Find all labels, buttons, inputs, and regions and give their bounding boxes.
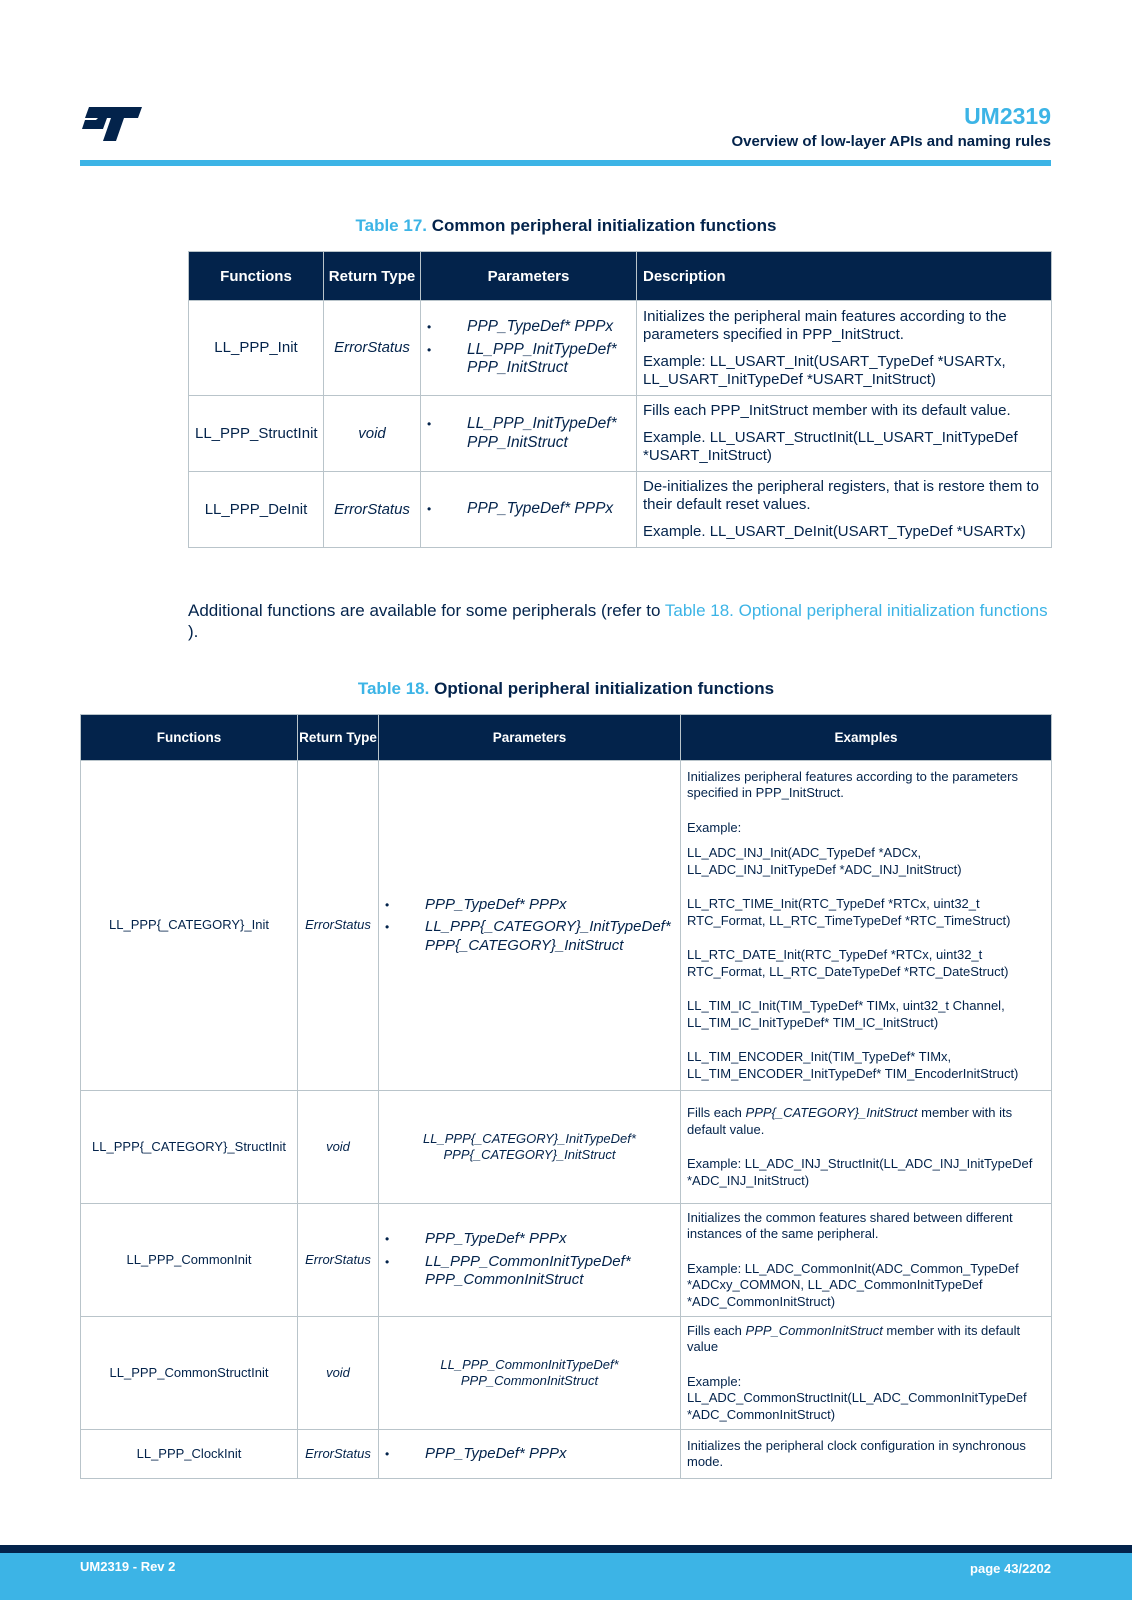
footer-page-number: page 43/2202 xyxy=(970,1561,1051,1576)
parameter-line: PPP{_CATEGORY}_InitStruct xyxy=(443,1147,616,1162)
parameters-cell xyxy=(421,301,637,396)
example-text: LL_TIM_IC_Init(TIM_TypeDef* TIMx, uint32_t Channel, LL_TIM_IC_InitTypeDef* TIM_IC_InitStruct) xyxy=(687,998,1005,1030)
example-text: Initializes peripheral features according to the parameters specified in PPP_InitStruct. xyxy=(687,768,1018,801)
parameter-item: • LL_PPP_InitTypeDef* PPP_InitStruct xyxy=(427,415,630,452)
table18-caption xyxy=(0,679,1132,699)
description-example: Example. LL_USART_DeInit(USART_TypeDef *USARTx) xyxy=(643,523,1026,540)
parameters-cell xyxy=(379,1091,681,1204)
example-text-post: member with its default value xyxy=(687,1322,1021,1355)
parameter-item: • PPP_TypeDef* PPPx xyxy=(385,1230,674,1249)
parameter-line: PPP_CommonInitStruct xyxy=(460,1373,599,1388)
function-name: LL_PPP_CommonStructInit xyxy=(81,1317,298,1430)
description-text: De-initializes the peripheral registers, that is restore them to their default reset values. xyxy=(643,478,1040,513)
table18 xyxy=(80,714,1052,1479)
table18-caption-number: Table 18. xyxy=(357,679,430,698)
table-row xyxy=(81,1091,1052,1204)
section-title: Overview of low-layer APIs and naming rules xyxy=(731,133,1051,150)
example-text: LL_RTC_DATE_Init(RTC_TypeDef *RTCx, uint32_t RTC_Format, LL_RTC_DateTypeDef *RTC_DateStruct) xyxy=(687,947,1009,979)
parameters-cell xyxy=(379,761,681,1091)
paragraph-text: Additional functions are available for some peripherals (refer to xyxy=(188,601,665,620)
table18-caption-title: Optional peripheral initialization functions xyxy=(434,679,775,698)
return-type: ErrorStatus xyxy=(298,761,379,1091)
table-row xyxy=(81,761,1052,1091)
parameters-cell xyxy=(421,396,637,472)
table18-link[interactable]: Table 18. Optional peripheral initialization functions xyxy=(664,601,1048,620)
parameters-cell xyxy=(379,1317,681,1430)
table17-header-parameters: Parameters xyxy=(421,252,637,301)
return-type: void xyxy=(324,396,421,472)
description-text: Initializes the peripheral main features according to the parameters specified in PPP_InitStruct. xyxy=(643,307,1007,343)
table17-header-functions: Functions xyxy=(189,252,324,301)
parameter-item: • PPP_TypeDef* PPPx xyxy=(427,500,630,519)
function-name: LL_PPP_ClockInit xyxy=(81,1430,298,1479)
return-type: ErrorStatus xyxy=(298,1204,379,1317)
examples-cell xyxy=(681,1430,1052,1479)
table17-caption-number: Table 17. xyxy=(355,216,427,235)
table-row xyxy=(81,1317,1052,1430)
description-cell xyxy=(637,301,1052,396)
parameters-cell xyxy=(379,1430,681,1479)
example-text: Example: LL_ADC_INJ_StructInit(LL_ADC_INJ_InitTypeDef *ADC_INJ_InitStruct) xyxy=(687,1156,1033,1188)
description-example: Example: LL_USART_Init(USART_TypeDef *USARTx, LL_USART_InitTypeDef *USART_InitStruct) xyxy=(643,352,1006,388)
description-example: Example. LL_USART_StructInit(LL_USART_InitTypeDef *USART_InitStruct) xyxy=(643,429,1018,464)
return-type: ErrorStatus xyxy=(298,1430,379,1479)
parameter-item: • PPP_TypeDef* PPPx xyxy=(385,896,674,915)
function-name: LL_PPP_Init xyxy=(189,301,324,396)
table17 xyxy=(188,251,1052,548)
return-type: void xyxy=(298,1317,379,1430)
examples-cell xyxy=(681,1204,1052,1317)
table18-header-examples: Examples xyxy=(681,715,1052,761)
example-text: Initializes the peripheral clock configuration in synchronous mode. xyxy=(687,1437,1026,1469)
table-row xyxy=(189,396,1052,472)
return-type: ErrorStatus xyxy=(324,301,421,396)
parameter-item: • LL_PPP{_CATEGORY}_InitTypeDef* PPP{_CATEGORY}_InitStruct xyxy=(385,918,674,955)
st-logo xyxy=(80,106,142,142)
example-text xyxy=(687,1105,1045,1138)
description-cell xyxy=(637,472,1052,548)
return-type: ErrorStatus xyxy=(324,472,421,548)
footer-rule xyxy=(0,1545,1132,1553)
example-text: LL_TIM_ENCODER_Init(TIM_TypeDef* TIMx, LL_TIM_ENCODER_InitTypeDef* TIM_EncoderInitStruct) xyxy=(687,1049,1019,1081)
table17-caption xyxy=(0,216,1132,236)
doc-id: UM2319 xyxy=(964,103,1051,129)
parameter-item: • PPP_TypeDef* PPPx xyxy=(427,318,630,337)
return-type: void xyxy=(298,1091,379,1204)
paragraph-text-end: ). xyxy=(188,622,199,641)
example-label: Example: xyxy=(687,819,742,835)
table-row xyxy=(189,301,1052,396)
description-text: Fills each PPP_InitStruct member with its default value. xyxy=(643,402,1011,419)
header-rule xyxy=(80,160,1051,166)
example-text: Example: LL_ADC_CommonStructInit(LL_ADC_CommonInitTypeDef *ADC_CommonInitStruct) xyxy=(687,1373,1027,1422)
table17-header-return-type: Return Type xyxy=(324,252,421,301)
table18-header-row xyxy=(81,715,1052,761)
parameter-item: • PPP_TypeDef* PPPx xyxy=(385,1445,674,1464)
footer-revision: UM2319 - Rev 2 xyxy=(80,1559,176,1574)
table18-header-return-type: Return Type xyxy=(298,715,379,761)
examples-cell xyxy=(681,761,1052,1091)
example-text-struct: PPP{_CATEGORY}_InitStruct xyxy=(745,1105,918,1120)
examples-cell xyxy=(681,1091,1052,1204)
function-name: LL_PPP_DeInit xyxy=(189,472,324,548)
parameters-cell xyxy=(379,1204,681,1317)
function-name: LL_PPP{_CATEGORY}_Init xyxy=(81,761,298,1091)
description-cell xyxy=(637,396,1052,472)
parameter-line: LL_PPP{_CATEGORY}_InitTypeDef* xyxy=(423,1130,636,1146)
function-name: LL_PPP_CommonInit xyxy=(81,1204,298,1317)
table-row xyxy=(189,472,1052,548)
examples-cell xyxy=(681,1317,1052,1430)
example-text xyxy=(687,1323,1045,1356)
example-text: Example: LL_ADC_CommonInit(ADC_Common_TypeDef *ADCxy_COMMON, LL_ADC_CommonInitTypeDef *ADC_CommonInitStruct) xyxy=(687,1260,1019,1309)
table18-header-parameters: Parameters xyxy=(379,715,681,761)
example-text: LL_ADC_INJ_Init(ADC_TypeDef *ADCx, LL_ADC_INJ_InitTypeDef *ADC_INJ_InitStruct) xyxy=(687,845,962,877)
table-row xyxy=(81,1204,1052,1317)
example-text: LL_RTC_TIME_Init(RTC_TypeDef *RTCx, uint32_t RTC_Format, LL_RTC_TimeTypeDef *RTC_TimeStruct) xyxy=(687,896,1011,928)
table17-header-row xyxy=(189,252,1052,301)
example-text-struct: PPP_CommonInitStruct xyxy=(745,1322,883,1338)
body-paragraph xyxy=(188,600,1051,642)
example-text-pre: Fills each xyxy=(687,1105,746,1120)
table18-header-functions: Functions xyxy=(81,715,298,761)
table-row xyxy=(81,1430,1052,1479)
parameter-item: • LL_PPP_CommonInitTypeDef* PPP_CommonInitStruct xyxy=(385,1253,674,1290)
example-text-pre: Fills each xyxy=(687,1322,746,1338)
parameter-item: • LL_PPP_InitTypeDef* PPP_InitStruct xyxy=(427,341,630,378)
table17-header-description: Description xyxy=(637,252,1052,301)
function-name: LL_PPP{_CATEGORY}_StructInit xyxy=(81,1091,298,1204)
table17-caption-title: Common peripheral initialization functions xyxy=(431,216,777,235)
example-text-post: member with its default value. xyxy=(687,1105,1013,1137)
parameter-line: LL_PPP_CommonInitTypeDef* xyxy=(440,1356,619,1372)
parameters-cell xyxy=(421,472,637,548)
example-text: Initializes the common features shared between different instances of the same peripheral. xyxy=(687,1209,1013,1242)
function-name: LL_PPP_StructInit xyxy=(189,396,324,472)
